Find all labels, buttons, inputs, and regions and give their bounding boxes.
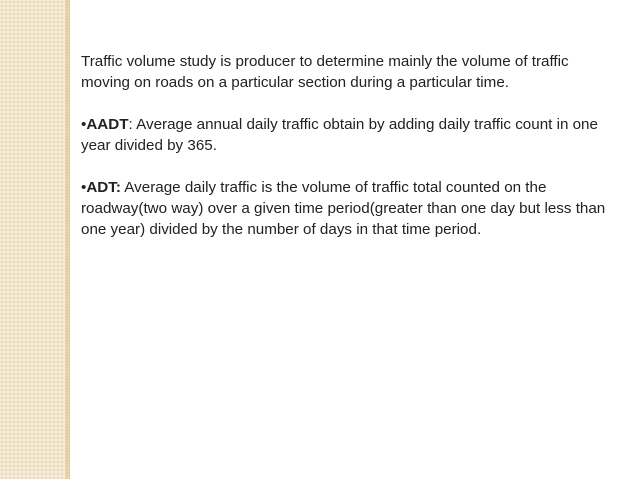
term-aadt: AADT xyxy=(86,116,129,133)
bullet-glyph: • xyxy=(81,116,87,133)
slide-body xyxy=(81,51,611,261)
intro-paragraph: Traffic volume study is producer to determine mainly the volume of traffic moving on roads on a particular section during a particular time. xyxy=(81,53,569,91)
decorative-side-band xyxy=(0,0,65,479)
definition-adt xyxy=(81,177,611,240)
definition-aadt xyxy=(81,114,611,156)
definition-adt-text: Average daily traffic is the volume of traffic total counted on the roadway(two way) over a given time period(greater than one day but less than one year) divided by the number of days in that time period. xyxy=(81,179,606,238)
term-adt: ADT: xyxy=(86,179,121,196)
bullet-glyph: • xyxy=(81,179,87,196)
decorative-side-border xyxy=(65,0,70,479)
definition-aadt-text: : Average annual daily traffic obtain by adding daily traffic count in one year divided by 365. xyxy=(81,116,598,154)
